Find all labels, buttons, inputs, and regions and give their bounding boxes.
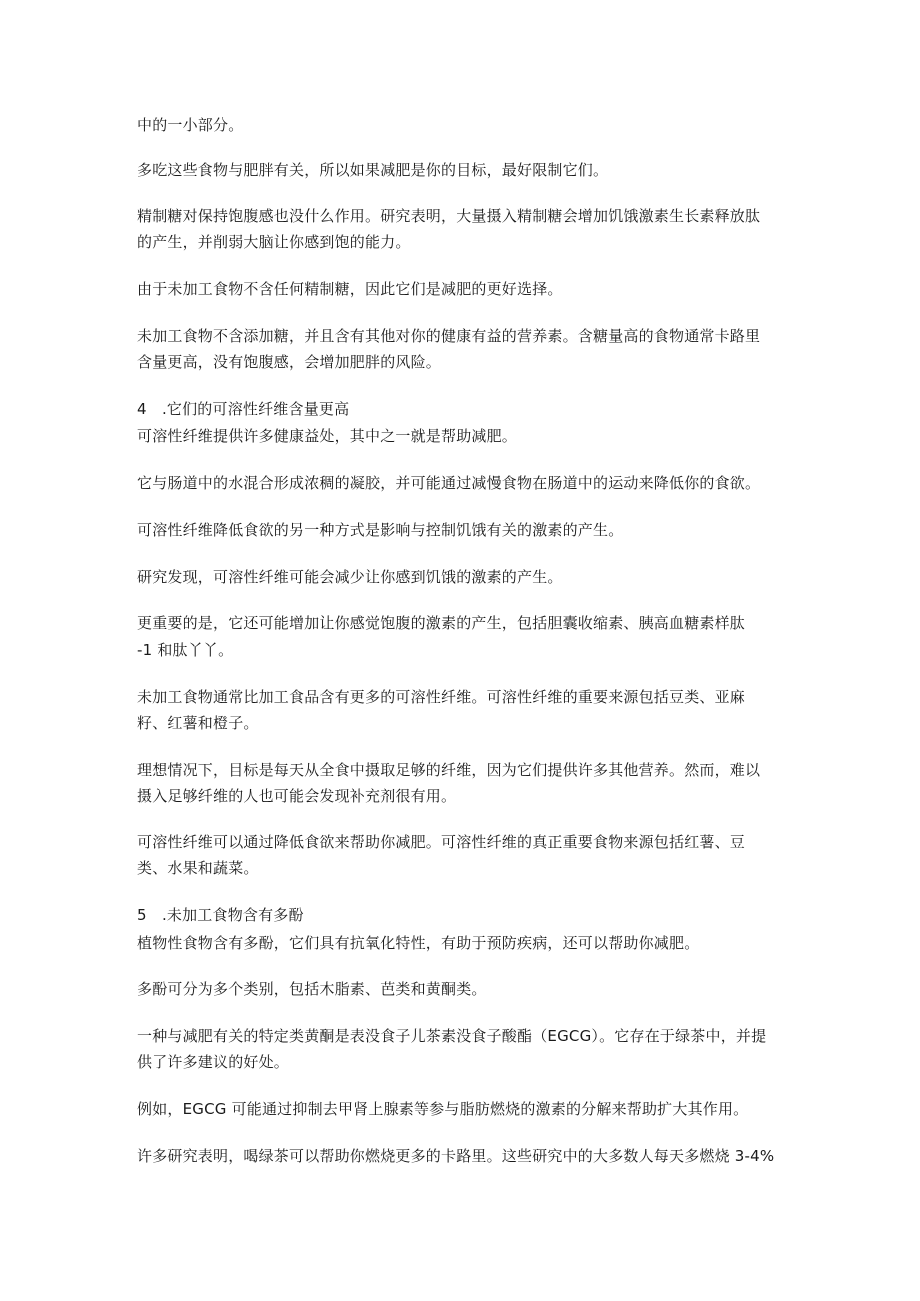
paragraph-line: 由于未加工食物不含任何精制糖，因此它们是减肥的更好选择。 (137, 280, 563, 298)
section-heading: 5 .未加工食物含有多酚 (137, 906, 304, 924)
paragraph-line: 更重要的是，它还可能增加让你感觉饱腹的激素的产生，包括胆囊收缩素、胰高血糖素样肽 (137, 614, 746, 632)
paragraph-line: 籽、红薯和橙子。 (137, 714, 259, 732)
paragraph-line: 未加工食物通常比加工食品含有更多的可溶性纤维。可溶性纤维的重要来源包括豆类、亚麻 (137, 688, 746, 706)
paragraph-line: 可溶性纤维提供许多健康益处，其中之一就是帮助减肥。 (137, 427, 518, 445)
paragraph-line: 未加工食物不含添加糖，并且含有其他对你的健康有益的营养素。含糖量高的食物通常卡路里 (137, 327, 761, 345)
paragraph-line: 多酚可分为多个类别，包括木脂素、芭类和黄酮类。 (137, 980, 487, 998)
section-heading: 4 .它们的可溶性纤维含量更高 (137, 400, 350, 418)
paragraph-line: 的产生，并削弱大脑让你感到饱的能力。 (137, 233, 411, 251)
paragraph-line: 例如，EGCG 可能通过抑制去甲肾上腺素等参与脂肪燃烧的激素的分解来帮助扩大其作用。 (137, 1100, 749, 1118)
paragraph-line: 中的一小部分。 (137, 116, 244, 134)
paragraph-line: 它与肠道中的水混合形成浓稠的凝胶，并可能通过减慢食物在肠道中的运动来降低你的食欲。 (137, 474, 761, 492)
paragraph-line: 类、水果和蔬菜。 (137, 859, 259, 877)
paragraph-line: 摄入足够纤维的人也可能会发现补充剂很有用。 (137, 787, 457, 805)
paragraph-line: 理想情况下，目标是每天从全食中摄取足够的纤维，因为它们提供许多其他营养。然而，难以 (137, 761, 761, 779)
paragraph-line: 可溶性纤维降低食欲的另一种方式是影响与控制饥饿有关的激素的产生。 (137, 521, 624, 539)
paragraph-line: 研究发现，可溶性纤维可能会减少让你感到饥饿的激素的产生。 (137, 568, 563, 586)
paragraph-line: -1 和肽丫丫。 (137, 641, 234, 659)
paragraph-line: 精制糖对保持饱腹感也没什么作用。研究表明，大量摄入精制糖会增加饥饿激素生长素释放肽 (137, 207, 761, 225)
paragraph-line: 含量更高，没有饱腹感，会增加肥胖的风险。 (137, 353, 442, 371)
paragraph-line: 一种与减肥有关的特定类黄酮是表没食子儿茶素没食子酸酯（EGCG）。它存在于绿茶中，并提 (137, 1027, 767, 1045)
paragraph-line: 供了许多建议的好处。 (137, 1053, 290, 1071)
paragraph-line: 许多研究表明，喝绿茶可以帮助你燃烧更多的卡路里。这些研究中的大多数人每天多燃烧 3-4% (137, 1147, 775, 1165)
paragraph-line: 可溶性纤维可以通过降低食欲来帮助你减肥。可溶性纤维的真正重要食物来源包括红薯、豆 (137, 833, 746, 851)
paragraph-line: 多吃这些食物与肥胖有关，所以如果减肥是你的目标，最好限制它们。 (137, 161, 609, 179)
paragraph-line: 植物性食物含有多酚，它们具有抗氧化特性，有助于预防疾病，还可以帮助你减肥。 (137, 934, 700, 952)
